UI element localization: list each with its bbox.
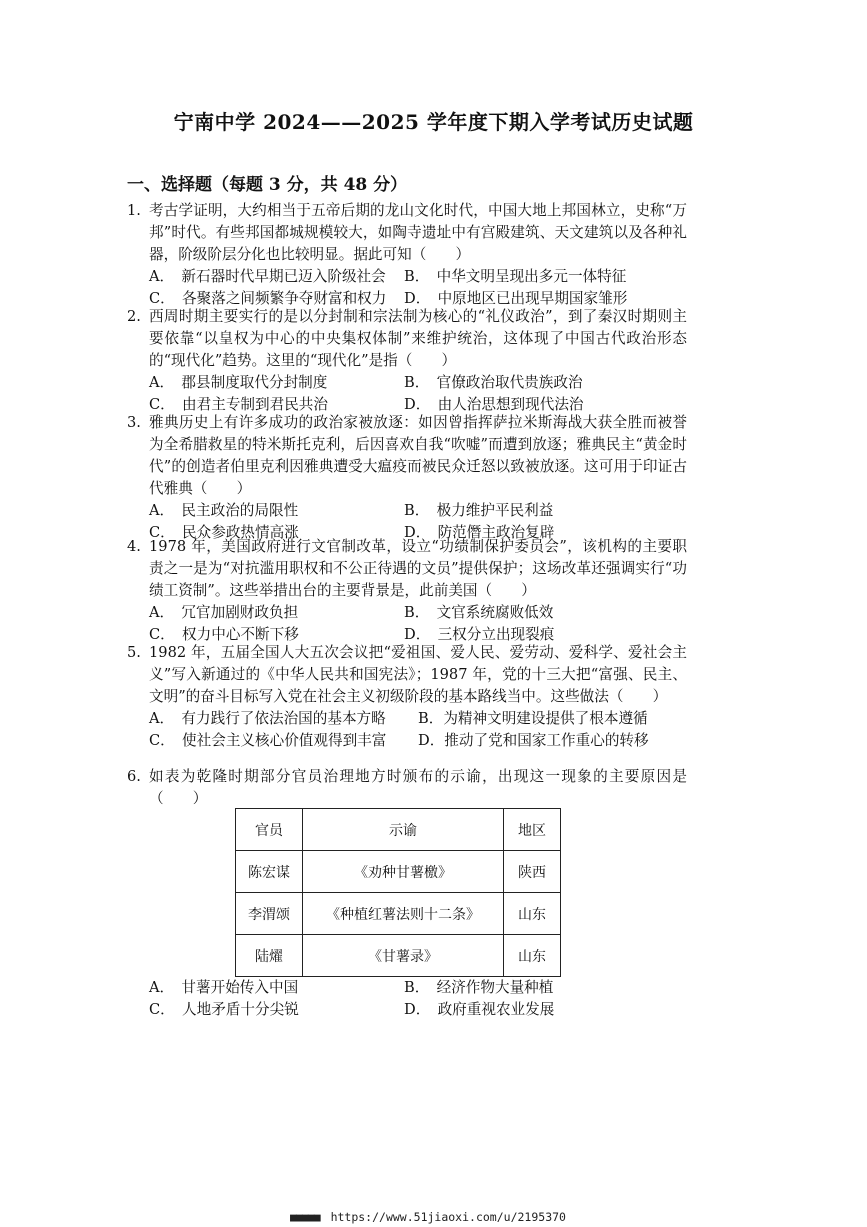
question-number: 2. — [127, 308, 141, 325]
option-d: D． 中原地区已出现早期国家雏形 — [404, 290, 628, 307]
table-cell: 《甘薯录》 — [303, 935, 504, 977]
option-a: A． 新石器时代早期已迈入阶级社会 — [149, 268, 386, 285]
table-header: 示谕 — [303, 809, 504, 851]
question-number: 6. — [127, 768, 141, 785]
option-d: D． 防范僭主政治复辟 — [404, 524, 555, 541]
options — [149, 977, 687, 1021]
question-stem: 考古学证明，大约相当于五帝后期的龙山文化时代，中国大地上邦国林立，史称“万邦”时代。有些邦国都城规模较大，如陶寺遗址中有宫殿建筑、天文建筑以及各种礼器，阶级阶层分化也比较明显。据此可知（ ） — [149, 202, 687, 263]
question-3 — [127, 412, 687, 544]
table-cell: 陕西 — [504, 851, 561, 893]
footer-mark: ■■■■■ — [290, 1210, 320, 1224]
option-c: C． 由君主专制到君民共治 — [149, 396, 328, 413]
option-c: C． 使社会主义核心价值观得到丰富 — [149, 732, 387, 749]
question-6 — [127, 766, 687, 810]
question-1 — [127, 200, 687, 310]
question-stem: 如表为乾隆时期部分官员治理地方时颁布的示谕，出现这一现象的主要原因是（ ） — [149, 768, 687, 807]
page-title: 宁南中学 2024——2025 学年度下期入学考试历史试题 — [173, 110, 694, 134]
question-2 — [127, 306, 687, 416]
table-cell: 李渭颂 — [236, 893, 303, 935]
question-number: 4. — [127, 538, 141, 555]
footer — [290, 1210, 566, 1224]
question-stem: 西周时期主要实行的是以分封制和宗法制为核心的“礼仪政治”，到了秦汉时期则主要依靠“以皇权为中心的中央集权体制”来维护统治，这体现了中国古代政治形态的“现代化”趋势。这里的“现代化”是指（ ） — [149, 308, 687, 369]
option-b: B． 极力维护平民利益 — [404, 502, 554, 519]
option-d: D． 三权分立出现裂痕 — [404, 626, 555, 643]
options — [149, 372, 687, 416]
option-c: C． 权力中心不断下移 — [149, 626, 299, 643]
option-b: B． 官僚政治取代贵族政治 — [404, 374, 583, 391]
option-b: B． 经济作物大量种植 — [404, 979, 554, 996]
table-cell: 《种植红薯法则十二条》 — [303, 893, 504, 935]
option-a: A． 甘薯开始传入中国 — [149, 979, 299, 996]
option-d: D．推动了党和国家工作重心的转移 — [418, 732, 649, 749]
options — [149, 708, 687, 752]
question-number: 5. — [127, 644, 141, 661]
option-c: C． 人地矛盾十分尖锐 — [149, 1001, 299, 1018]
table-header: 官员 — [236, 809, 303, 851]
option-a: A． 民主政治的局限性 — [149, 502, 299, 519]
option-b: B．为精神文明建设提供了根本遵循 — [418, 710, 648, 727]
table-cell: 陈宏谋 — [236, 851, 303, 893]
options — [149, 602, 687, 646]
question-4 — [127, 536, 687, 646]
option-a: A． 郡县制度取代分封制度 — [149, 374, 328, 391]
option-d: D． 由人治思想到现代法治 — [404, 396, 584, 413]
question-stem: 1978 年，美国政府进行文官制改革，设立“功绩制保护委员会”，该机构的主要职责之一是为“对抗滥用职权和不公正待遇的文员”提供保护；这场改革还强调实行“功绩工资制”。这些举措出台的主要背景是，此前美国（ ） — [149, 538, 687, 599]
section-heading: 一、选择题（每题 3 分，共 48 分） — [127, 175, 408, 195]
question-5 — [127, 642, 687, 752]
table-header-row — [236, 809, 561, 851]
footer-link[interactable]: https://www.51jiaoxi.com/u/2195370 — [330, 1210, 566, 1224]
option-a: A． 冗官加剧财政负担 — [149, 604, 299, 621]
table-row — [236, 851, 561, 893]
question-number: 1. — [127, 202, 141, 219]
table-row — [236, 935, 561, 977]
table-cell: 山东 — [504, 935, 561, 977]
question-stem: 1982 年，五届全国人大五次会议把“爱祖国、爱人民、爱劳动、爱科学、爱社会主义”写入新通过的《中华人民共和国宪法》；1987 年，党的十三大把“富强、民主、文明”的奋斗目标写入党在社会主义初级阶段的基本路线当中。这些做法（ ） — [149, 644, 687, 705]
table-cell: 陆燿 — [236, 935, 303, 977]
table-header: 地区 — [504, 809, 561, 851]
option-b: B． 文官系统腐败低效 — [404, 604, 554, 621]
question-6-options — [127, 977, 687, 1021]
question-number: 3. — [127, 414, 141, 431]
table-row — [236, 893, 561, 935]
table-cell: 《劝种甘薯檄》 — [303, 851, 504, 893]
option-d: D． 政府重视农业发展 — [404, 1001, 555, 1018]
decree-table — [235, 808, 561, 977]
option-c: C． 民众参政热情高涨 — [149, 524, 299, 541]
table-cell: 山东 — [504, 893, 561, 935]
options — [149, 266, 687, 310]
question-stem: 雅典历史上有许多成功的政治家被放逐：如因曾指挥萨拉米斯海战大获全胜而被誉为全希腊救星的特米斯托克利，后因喜欢自我“吹嘘”而遭到放逐；雅典民主“黄金时代”的创造者伯里克利因雅典遭受大瘟疫而被民众迁怒以致被放逐。这可用于印证古代雅典（ ） — [149, 414, 687, 497]
option-b: B． 中华文明呈现出多元一体特征 — [404, 268, 627, 285]
option-c: C． 各聚落之间频繁争夺财富和权力 — [149, 290, 387, 307]
option-a: A． 有力践行了依法治国的基本方略 — [149, 710, 386, 727]
